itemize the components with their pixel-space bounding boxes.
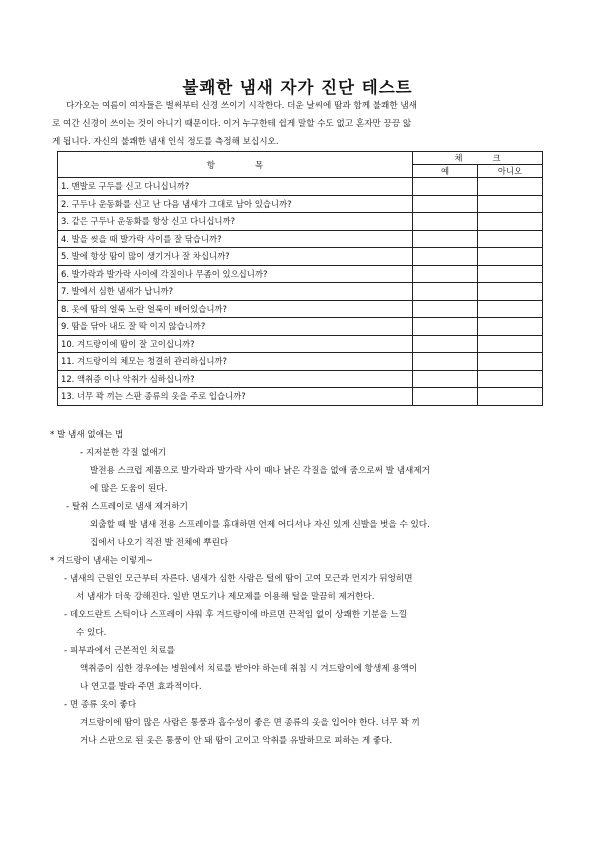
no-check-cell[interactable] — [478, 265, 543, 283]
table-row — [58, 213, 543, 231]
yes-check-cell[interactable] — [413, 265, 478, 283]
table-row — [58, 388, 543, 406]
no-check-cell[interactable] — [478, 318, 543, 336]
no-check-cell[interactable] — [478, 213, 543, 231]
question-cell: 11. 겨드랑이의 체모는 청결히 관리하십니까? — [58, 353, 413, 371]
question-cell: 10. 겨드랑이에 땀이 잘 고이십니까? — [58, 335, 413, 353]
no-check-cell[interactable] — [478, 335, 543, 353]
header-check: 체크 — [413, 152, 543, 165]
tip-text: 서 냄새가 더욱 강해진다. 일반 면도기나 제모제를 이용해 털을 말끔히 제거한다. — [76, 592, 375, 602]
question-cell: 1. 맨발로 구두를 신고 다니십니까? — [58, 178, 413, 196]
question-cell: 9. 땀을 닦아 내도 잘 딱 이지 않습니까? — [58, 318, 413, 336]
no-check-cell[interactable] — [478, 248, 543, 266]
table-row — [58, 300, 543, 318]
no-check-cell[interactable] — [478, 370, 543, 388]
checklist-table — [57, 151, 543, 406]
yes-check-cell[interactable] — [413, 195, 478, 213]
intro-line: 게 됩니다. 자신의 불쾌한 냄새 인식 정도를 측정해 보십시오. — [52, 137, 279, 147]
no-check-cell[interactable] — [478, 283, 543, 301]
yes-check-cell[interactable] — [413, 213, 478, 231]
yes-check-cell[interactable] — [413, 318, 478, 336]
foot-odor-heading: * 발 냄새 없애는 법 — [50, 430, 124, 440]
tip-text: 나 연고를 발라 주면 효과적이다. — [80, 682, 202, 692]
intro-line: 다가오는 여름이 여자들은 벌써부터 신경 쓰이기 시작한다. 더운 날씨에 땀과 함께 불쾌한 냄새 — [66, 101, 417, 111]
tip-text: - 데오드란트 스틱이나 스프레이 샤워 후 겨드랑이에 바르면 끈적임 없이 상쾌한 기분을 느낄 — [64, 610, 408, 620]
table-row — [58, 283, 543, 301]
table-row — [58, 178, 543, 196]
no-check-cell[interactable] — [478, 353, 543, 371]
tip-text: 액취증이 심한 경우에는 병원에서 치료를 받아야 하는데 취침 시 겨드랑이에 항생제 용액이 — [80, 664, 418, 674]
tip-text: - 냄새의 근원인 모근부터 자른다. 냄새가 심한 사람은 털에 땀이 고여 모근과 먼지가 뒤엉히면 — [64, 574, 413, 584]
header-no: 아니오 — [478, 165, 543, 178]
no-check-cell[interactable] — [478, 178, 543, 196]
question-cell: 5. 발에 항상 땀이 많이 생기거나 잘 차십니까? — [58, 248, 413, 266]
intro-line: 로 여간 신경이 쓰이는 것이 아니기 때문이다. 이거 누구한테 쉽게 말할 수도 없고 혼자만 끙끙 앓 — [52, 119, 412, 129]
no-check-cell[interactable] — [478, 388, 543, 406]
header-item: 항목 — [58, 152, 413, 178]
no-check-cell[interactable] — [478, 230, 543, 248]
yes-check-cell[interactable] — [413, 230, 478, 248]
yes-check-cell[interactable] — [413, 388, 478, 406]
tip-text: 에 많은 도움이 된다. — [90, 484, 168, 494]
yes-check-cell[interactable] — [413, 353, 478, 371]
tip-text: 발전용 스크럽 제품으로 발가락과 발가락 사이 때나 낡은 각질을 없애 줌으로써 발 냄새제거 — [90, 466, 430, 476]
no-check-cell[interactable] — [478, 195, 543, 213]
armpit-odor-heading: * 겨드랑이 냄새는 이렇게~ — [50, 556, 153, 566]
question-cell: 8. 옷에 땀의 얼룩 노란 얼룩이 배어있습니까? — [58, 300, 413, 318]
table-row — [58, 248, 543, 266]
yes-check-cell[interactable] — [413, 300, 478, 318]
question-cell: 2. 구두나 운동화를 신고 난 다음 냄새가 그대로 남아 있습니까? — [58, 195, 413, 213]
question-cell: 13. 너무 꽉 끼는 스판 종류의 옷을 주로 입습니까? — [58, 388, 413, 406]
table-row — [58, 318, 543, 336]
intro-paragraph — [52, 97, 544, 151]
question-cell: 6. 발가락과 발가락 사이에 각질이나 무좀이 있으십니까? — [58, 265, 413, 283]
table-row — [58, 335, 543, 353]
yes-check-cell[interactable] — [413, 178, 478, 196]
yes-check-cell[interactable] — [413, 283, 478, 301]
page-title: 불쾌한 냄새 자가 진단 테스트 — [182, 78, 413, 97]
tips-section — [50, 426, 550, 750]
yes-check-cell[interactable] — [413, 370, 478, 388]
table-row — [58, 370, 543, 388]
tip-text: 겨드랑이에 땀이 많은 사람은 통풍과 흡수성이 좋은 면 종류의 옷을 입어야 한다. 너무 꽉 끼 — [80, 718, 420, 728]
tip-title: - 피부과에서 근본적인 치료를 — [64, 646, 175, 656]
question-cell: 4. 발을 씻을 때 발가락 사이를 잘 닦습니까? — [58, 230, 413, 248]
yes-check-cell[interactable] — [413, 335, 478, 353]
table-row — [58, 353, 543, 371]
yes-check-cell[interactable] — [413, 248, 478, 266]
question-cell: 3. 같은 구두나 운동화를 항상 신고 다니십니까? — [58, 213, 413, 231]
tip-title: - 면 종류 옷이 좋다 — [64, 700, 137, 710]
question-cell: 7. 발에서 심한 냄새가 납니까? — [58, 283, 413, 301]
header-yes: 예 — [413, 165, 478, 178]
tip-text: 외출할 때 발 냄새 전용 스프레이를 휴대하면 언제 어디서나 자신 있게 신발을 벗을 수 있다. — [90, 520, 430, 530]
tip-text: 집에서 나오기 직전 발 전체에 뿌린다 — [90, 538, 229, 548]
no-check-cell[interactable] — [478, 300, 543, 318]
tip-title: - 탈취 스프레이로 냄새 제거하기 — [66, 502, 188, 512]
question-cell: 12. 액취증 이나 악취가 심하십니까? — [58, 370, 413, 388]
tip-text: 거나 스판으로 된 옷은 통풍이 안 돼 땀이 고이고 악취를 유발하므로 피하는 게 좋다. — [80, 736, 393, 746]
table-row — [58, 265, 543, 283]
table-row — [58, 230, 543, 248]
tip-text: 수 있다. — [76, 628, 107, 638]
table-row — [58, 195, 543, 213]
tip-title: - 지저분한 각질 없애기 — [80, 448, 167, 458]
